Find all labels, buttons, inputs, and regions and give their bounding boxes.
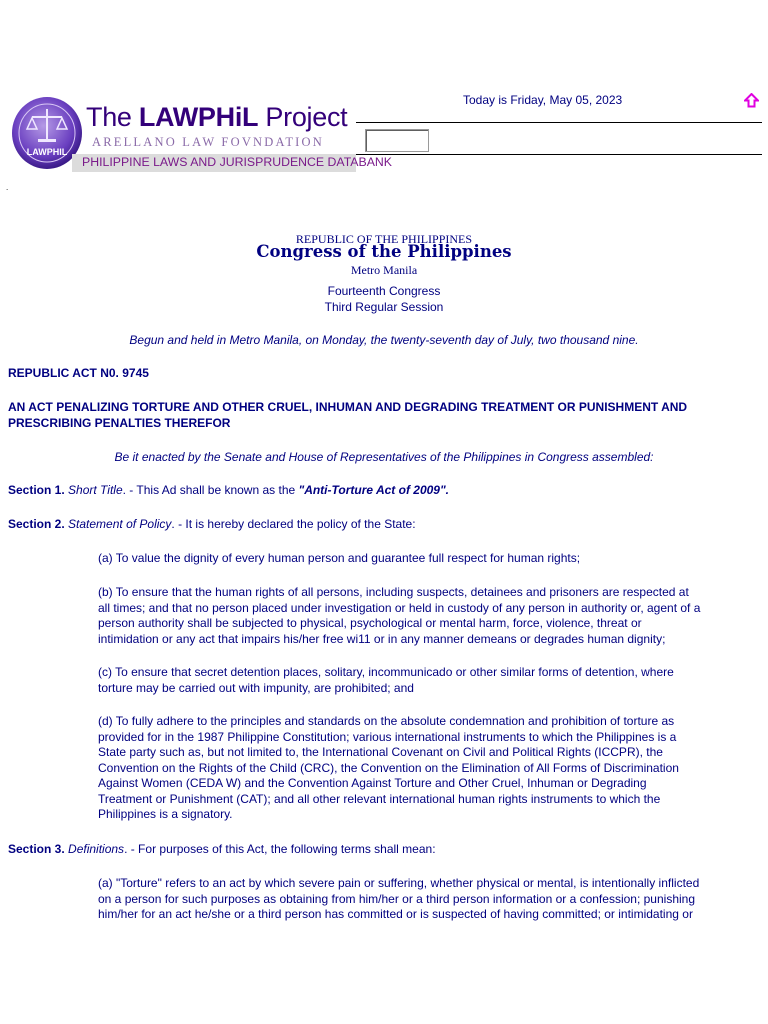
brand-title: The LAWPHiL Project (86, 102, 348, 132)
policy-item-c (98, 665, 762, 696)
text-line: (d) To fully adhere to the principles and standards on the absolute condemnation and prohibition of torture as (98, 714, 675, 728)
lawphil-logo[interactable] (8, 94, 392, 174)
text-line: intimidation or any act that impairs his/her free wi11 or in any manner demeans or degrades human dignity; (98, 631, 666, 646)
section-text: . - This Ad shall be known as the (122, 483, 299, 497)
header-divider-top (356, 122, 762, 123)
enacting-clause: Be it enacted by the Senate and House of Representatives of the Philippines in Congress assembled: (114, 450, 654, 464)
text-line: torture may be carried out with impunity, are prohibited; and (98, 680, 414, 695)
text-line: on a person for such purposes as obtaining from him/her or a third person information or a confession; punishing (98, 891, 695, 906)
definition-item-a (98, 876, 762, 923)
text-line: Convention on the Rights of the Child (CRC), the Convention on the Elimination of All Forms of Discrimination (98, 760, 679, 775)
congress-number: Fourteenth Congress (327, 284, 441, 298)
section-title: Short Title (68, 483, 123, 497)
session-name: Third Regular Session (324, 300, 444, 314)
section-title: Definitions (68, 842, 125, 856)
begun-statement: Begun and held in Metro Manila, on Monday, the twenty-seventh day of July, two thousand nine. (129, 333, 639, 347)
text-line: Against Women (CEDA W) and the Convention Against Torture and Other Cruel, Inhuman or Degrading (98, 776, 647, 790)
text-line: (a) To value the dignity of every human person and guarantee full respect for human rights; (98, 551, 581, 565)
text-line: (b) To ensure that the human rights of all persons, including suspects, detainees and prisoners are respected at (98, 585, 689, 599)
congress-heading: Congress of the Philippines (256, 242, 512, 261)
text-line: State party such as, but not limited to, the International Covenant on Civil and Political Rights (ICCPR), the (98, 745, 663, 759)
act-title-line: AN ACT PENALIZING TORTURE AND OTHER CRUEL, INHUMAN AND DEGRADING TREATMENT OR PUNISHMENT AND (8, 400, 688, 414)
act-title-line: PRESCRIBING PENALTIES THEREFOR (8, 415, 231, 430)
home-icon[interactable] (744, 93, 759, 108)
tagline-bar (72, 154, 392, 172)
tagline: PHILIPPINE LAWS AND JURISPRUDENCE DATABANK (82, 155, 392, 169)
text-line: (a) "Torture" refers to an act by which severe pain or suffering, whether physical or mental, is intentionally inflicted (98, 876, 700, 890)
current-date: Today is Friday, May 05, 2023 (463, 93, 623, 107)
text-line: person authority shall be subjected to physical, psychological or mental harm, force, violence, threat or (98, 616, 642, 630)
stray-marker: . (6, 183, 9, 192)
seal-text: LAWPHIL (26, 147, 68, 157)
short-title: "Anti-Torture Act of 2009". (298, 483, 450, 497)
location-heading: Metro Manila (350, 263, 418, 277)
policy-item-a (98, 551, 762, 567)
section-text: . - It is hereby declared the policy of the State: (171, 517, 416, 531)
text-line: Philippines is a signatory. (98, 807, 233, 821)
policy-item-b (98, 585, 762, 647)
section-1 (8, 483, 764, 499)
section-2 (8, 517, 764, 533)
republic-heading: REPUBLIC OF THE PHILIPPINES (295, 232, 473, 246)
section-title: Statement of Policy (68, 517, 172, 531)
act-number: REPUBLIC ACT N0. 9745 (8, 366, 149, 380)
act-title (8, 400, 764, 431)
section-text: . - For purposes of this Act, the following terms shall mean: (124, 842, 436, 856)
text-line: (c) To ensure that secret detention places, solitary, incommunicado or other similar forms of detention, where (98, 665, 674, 679)
text-line: all times; and that no person placed under investigation or held in custody of any person in authority or, agent of a (98, 600, 701, 615)
header-divider-bottom (356, 154, 762, 155)
section-3 (8, 842, 764, 858)
text-line: Treatment or Punishment (CAT); and all other relevant international human rights instruments to which the (98, 791, 661, 806)
foundation-name: ARELLANO LAW FOVNDATION (92, 135, 324, 149)
section-label: Section 1. (8, 483, 65, 497)
section-label: Section 3. (8, 842, 65, 856)
search-input[interactable] (365, 129, 429, 152)
policy-item-d (98, 714, 762, 823)
text-line: him/her for an act he/she or a third person has committed or is suspected of having committed; or intimidating or (98, 907, 693, 921)
text-line: provided for in the 1987 Philippine Constitution; various international instruments to which the Philippines is a (98, 729, 677, 744)
section-label: Section 2. (8, 517, 65, 531)
